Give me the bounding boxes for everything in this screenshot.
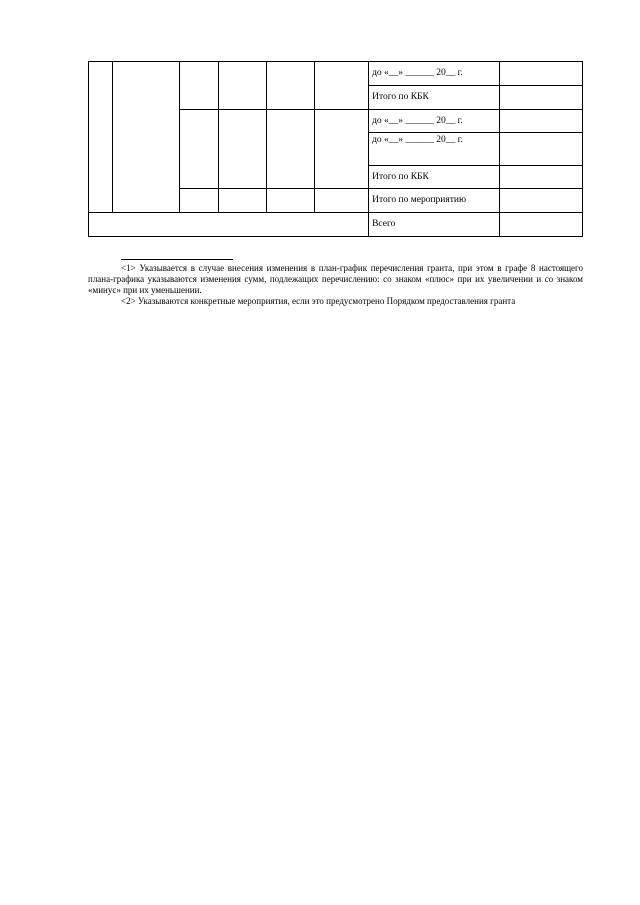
amount-cell (499, 86, 582, 110)
amount-cell (499, 62, 582, 86)
table-cell-col1 (89, 62, 113, 213)
date-cell: до «__» ______ 20__ г. (369, 62, 500, 86)
amount-cell (499, 213, 582, 237)
total-label-spacer (89, 213, 369, 237)
amount-cell (499, 133, 582, 166)
amount-cell (499, 189, 582, 213)
subtotal-event-cell: Итого по мероприятию (369, 189, 500, 213)
footnote-2: <2> Указываются конкретные мероприятия, если это предусмотрено Порядком предоставления гранта (121, 296, 516, 306)
table-row (89, 213, 583, 237)
footnote-1: <1> Указывается в случае внесения изменения в план-график перечисления гранта, при этом в графе 8 настоящего плана-графика указываются изменения сумм, подлежащих перечислению: со знаком «плюс» при их увеличении и со знаком «минус» при их уменьшении. (88, 263, 583, 295)
table-cell-col3 (180, 62, 218, 110)
table-cell-col2 (113, 62, 180, 213)
grand-total-cell: Всего (369, 213, 500, 237)
table-cell-col4 (218, 62, 266, 110)
amount-cell (499, 110, 582, 133)
table-cell-col5 (266, 110, 314, 189)
table-cell-col4 (218, 189, 266, 213)
amount-cell (499, 166, 582, 189)
table-cell-col5 (266, 189, 314, 213)
date-cell: до «__» ______ 20__ г. (369, 133, 500, 166)
footnote-divider (121, 259, 233, 260)
table-row (89, 62, 583, 86)
table-cell-col5 (266, 62, 314, 110)
table-cell-col4 (218, 110, 266, 189)
table-cell-col3 (180, 189, 218, 213)
table-cell-col6 (314, 62, 368, 110)
payment-schedule-table (88, 61, 583, 237)
subtotal-kbk-cell: Итого по КБК (369, 86, 500, 110)
table-cell-col6 (314, 110, 368, 189)
table-cell-col6 (314, 189, 368, 213)
footnotes (88, 263, 583, 307)
date-cell: до «__» ______ 20__ г. (369, 110, 500, 133)
subtotal-kbk-cell: Итого по КБК (369, 166, 500, 189)
table-cell-col3 (180, 110, 218, 189)
